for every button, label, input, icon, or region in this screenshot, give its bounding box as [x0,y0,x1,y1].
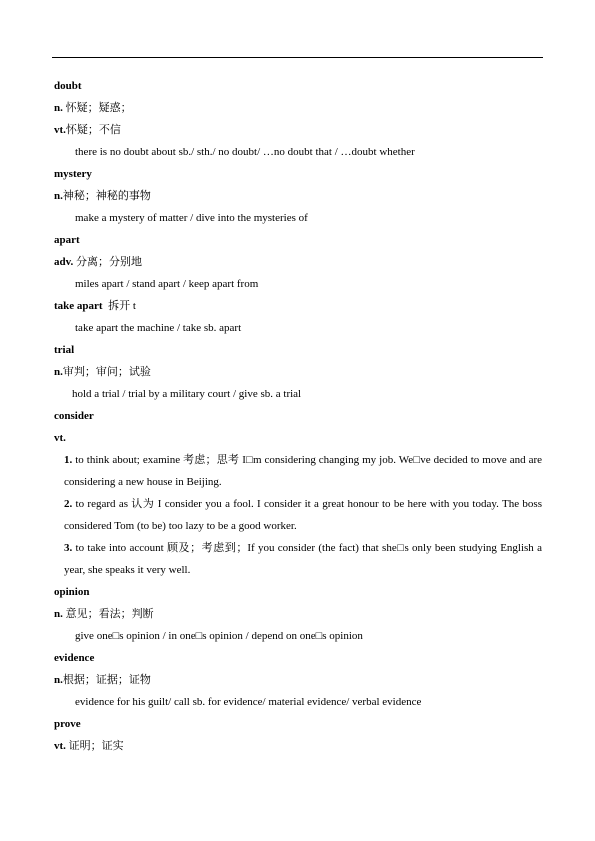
sense-paragraph [64,493,542,537]
part-of-speech: n. [54,608,63,620]
headword: prove [54,718,81,730]
part-of-speech: n. [54,366,63,378]
sense-text: to regard as 认为 I consider you a fool. I consider it a great honour to be here with you today. The boss considered Tom (to be) too lazy to be a good worker. [64,498,542,532]
part-of-speech: n. [54,102,63,114]
headword: take apart [54,300,103,312]
sense-number: 1. [64,454,73,466]
definition [54,607,154,621]
headword: doubt [54,80,82,92]
definition-text: 怀疑；疑惑； [62,102,132,114]
definition [54,255,142,269]
definition [54,673,151,687]
headword: apart [54,234,80,246]
definition-text: 神秘；神秘的事物 [62,190,151,202]
definition-text: 怀疑；不信 [65,124,121,136]
example-line: take apart the machine / take sb. apart [75,322,242,334]
example-line: there is no doubt about sb./ sth./ no doubt/ …no doubt that / …doubt whether [75,146,415,158]
headword: evidence [54,652,95,664]
part-of-speech: vt. [54,740,66,752]
definition-text: 证明；证实 [65,740,124,752]
part-of-speech: vt. [54,124,66,136]
sense-paragraph [64,537,542,581]
sense-number: 2. [64,498,73,510]
definition-text: 分离；分别地 [73,256,143,268]
sense-text: to think about; examine 考虑；思考 I□m considering changing my job. We□ve decided to move and are considering a new house in Beijing. [64,454,542,488]
definition [54,365,151,379]
headword: trial [54,344,75,356]
sense-number: 3. [64,542,73,554]
headword: mystery [54,168,92,180]
headword: opinion [54,586,90,598]
definition [54,189,151,203]
example-line: make a mystery of matter / dive into the mysteries of [75,212,308,224]
definition [54,123,121,137]
definition-text: 意见；看法；判断 [62,608,154,620]
definition-text: 审判；审问；试验 [62,366,151,378]
part-of-speech: n. [54,674,63,686]
example-line: hold a trial / trial by a military court / give sb. a trial [72,388,302,400]
definition-text: 根据；证据；证物 [62,674,151,686]
header-rule [52,57,543,58]
sense-text: to take into account 顾及；考虑到；If you consider (the fact) that she□s only been studying English a year, she speaks it very well. [64,542,542,576]
definition [54,299,136,313]
example-line: give one□s opinion / in one□s opinion / depend on one□s opinion [75,630,363,642]
part-of-speech: adv. [54,256,74,268]
definition [54,101,132,115]
part-of-speech: vt. [54,432,66,444]
definition [54,431,66,445]
definition-text: 拆开 t [108,300,136,312]
part-of-speech: n. [54,190,63,202]
headword: consider [54,410,94,422]
example-line: miles apart / stand apart / keep apart from [75,278,259,290]
sense-paragraph [64,449,542,493]
example-line: evidence for his guilt/ call sb. for evidence/ material evidence/ verbal evidence [75,696,422,708]
definition [54,739,124,753]
